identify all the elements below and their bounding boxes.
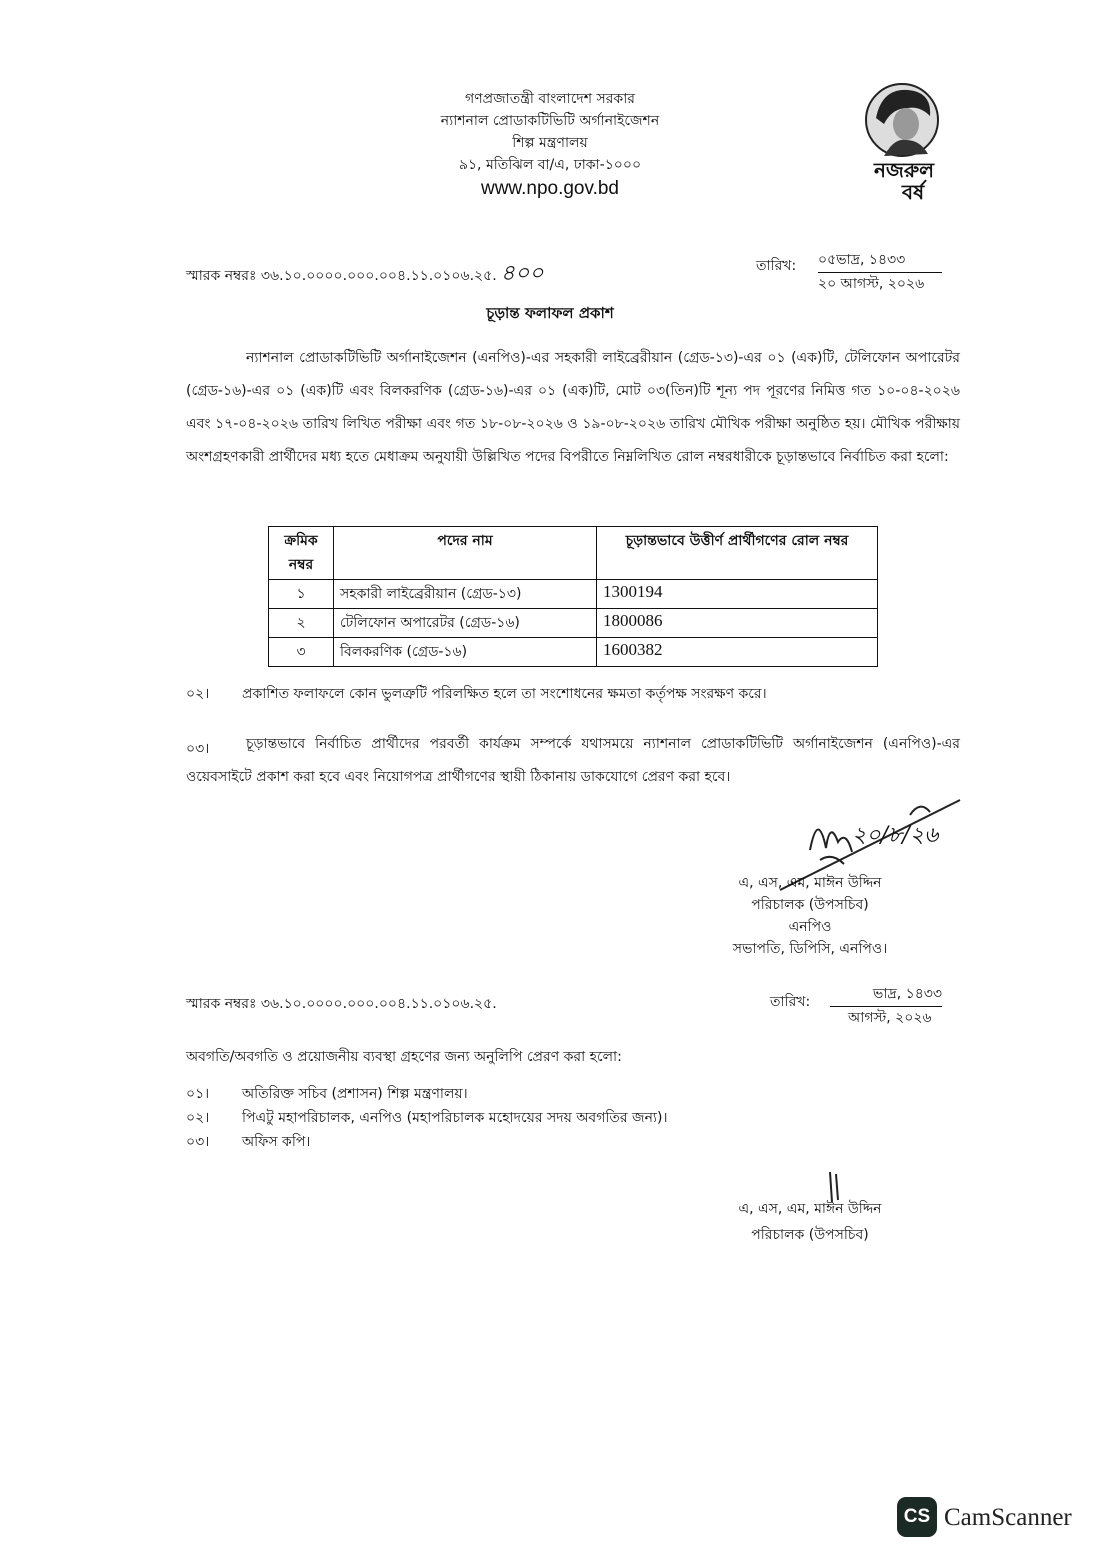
signatory-designation: পরিচালক (উপসচিব) [751,897,869,913]
point-text: প্রকাশিত ফলাফলে কোন ভুলত্রুটি পরিলক্ষিত হলে তা সংশোধনের ক্ষমতা কর্তৃপক্ষ সংরক্ষণ করে। [242,686,767,702]
recipient-number: ০৩। [186,1134,210,1150]
document-title: চূড়ান্ত ফলাফল প্রকাশ [486,304,614,322]
table-row [269,638,878,667]
results-table [268,526,878,667]
copy-date-english: আগস্ট, ২০২৬ [848,1010,932,1026]
intro-paragraph: ন্যাশনাল প্রোডাকটিভিটি অর্গানাইজেশন (এনপিও)-এর সহকারী লাইব্রেরীয়ান (গ্রেড-১৩)-এর ০১ (এক)টি, টেলিফোন অপারেটর (গ্রেড-১৬)-এর ০১ (এক)টি এবং বিলকরণিক (গ্রেড-১৬)-এর ০১ (এক)টি, মোট ০৩(তিন)টি শূন্য পদ পূরণের নিমিত্ত গত ১০-০৪-২০২৬ এবং ১৭-০৪-২০২৬ তারিখ লিখিত পরীক্ষা এবং গত ১৮-০৮-২০২৬ ও ১৯-০৮-২০২৬ তারিখ মৌখিক পরীক্ষা অনুষ্ঠিত হয়। মৌখিক পরীক্ষায় অংশগ্রহণকারী প্রার্থীদের মধ্য হতে মেধাক্রম অনুযায়ী উল্লিখিত পদের বিপরীতে নিম্নলিখিত রোল নম্বরধারীকে চূড়ান্তভাবে নির্বাচিত করা হলো: [186,350,960,465]
memo-number [186,256,544,293]
header-post: পদের নাম [334,527,597,580]
row-serial: ২ [269,609,334,638]
point-text: চূড়ান্তভাবে নির্বাচিত প্রার্থীদের পরবর্তী কার্যক্রম সম্পর্কে যথাসময়ে ন্যাশনাল প্রোডাকটিভিটি অর্গানাইজেশন (এনপিও)-এর ওয়েবসাইটে প্রকাশ করা হবে এবং নিয়োগপত্র প্রার্থীগণের স্থায়ী ঠিকানায় ডাকযোগে প্রেরণ করা হবে। [186,736,960,785]
signatory-org: এনপিও [788,919,832,935]
memo-label: স্মারক নম্বরঃ ৩৬.১০.০০০০.০০০.০০৪.১১.০১০৬.২৫. [186,268,497,284]
table-row [269,580,878,609]
letterhead [300,88,800,200]
signatory-role: সভাপতি, ডিপিসি, এনপিও। [732,941,888,957]
copy-date-label: তারিখ: [770,994,811,1010]
org-website: www.npo.gov.bd [480,178,619,199]
header-serial: ক্রমিক নম্বর [269,527,334,580]
row-post: সহকারী লাইব্রেরীয়ান (গ্রেড-১৩) [334,580,597,609]
signatory-name: এ, এস, এম, মাঈন উদ্দিন [738,875,882,891]
copy-date-bangla: ভাদ্র, ১৪৩৩ [830,982,942,1007]
date-english: ২০ আগস্ট, ২০২৬ [818,276,925,292]
recipient-item: অফিস কপি। [242,1134,311,1150]
govt-name: গণপ্রজাতন্ত্রী বাংলাদেশ সরকার [465,91,635,107]
org-address: ৯১, মতিঝিল বা/এ, ঢাকা-১০০০ [458,157,642,173]
memo-number-handwritten: ৪০০ [500,261,544,286]
portrait-icon [862,80,962,160]
header-roll: চূড়ান্তভাবে উত্তীর্ণ প্রার্থীগণের রোল নম্বর [597,527,878,580]
logo-text-borsho: বর্ষ [902,180,925,204]
row-roll: 1300194 [597,580,878,609]
org-name: ন্যাশনাল প্রোডাকটিভিটি অর্গানাইজেশন [440,113,660,129]
date-label: তারিখ: [756,258,797,274]
signatory-designation: পরিচালক (উপসচিব) [751,1227,869,1243]
signature-date-handwritten: ২০/৮/২৬ [852,823,939,848]
point-number: ০৩। [186,741,210,757]
logo-text-nazrul: নজরুল [874,158,935,182]
signatory-name: এ, এস, এম, মাঈন উদ্দিন [738,1201,882,1217]
camscanner-label: CamScanner [944,1504,1072,1531]
row-roll: 1600382 [597,638,878,667]
row-serial: ১ [269,580,334,609]
camscanner-logo-icon: CS [897,1497,937,1537]
table-row [269,609,878,638]
ministry-name: শিল্প মন্ত্রণালয় [512,135,588,151]
point-number: ০২। [186,686,210,702]
recipient-number: ০২। [186,1110,210,1126]
copy-intro: অবগতি/অবগতি ও প্রয়োজনীয় ব্যবস্থা গ্রহণের জন্য অনুলিপি প্রেরণ করা হলো: [186,1049,622,1065]
recipient-item: পিএটু মহাপরিচালক, এনপিও (মহাপরিচালক মহোদয়ের সদয় অবগতির জন্য)। [242,1110,668,1126]
signature-block [700,872,920,960]
date-bangla: ০৫ভাদ্র, ১৪৩৩ [818,248,942,273]
row-post: টেলিফোন অপারেটর (গ্রেড-১৬) [334,609,597,638]
row-serial: ৩ [269,638,334,667]
nazrul-year-logo [862,80,962,204]
recipient-item: অতিরিক্ত সচিব (প্রশাসন) শিল্প মন্ত্রণালয়। [242,1086,468,1102]
table-header-row [269,527,878,580]
row-roll: 1800086 [597,609,878,638]
recipient-number: ০১। [186,1086,210,1102]
signature-block-copy [700,1196,920,1248]
row-post: বিলকরণিক (গ্রেড-১৬) [334,638,597,667]
copy-memo-number: স্মারক নম্বরঃ ৩৬.১০.০০০০.০০০.০০৪.১১.০১০৬.২৫. [186,996,497,1012]
